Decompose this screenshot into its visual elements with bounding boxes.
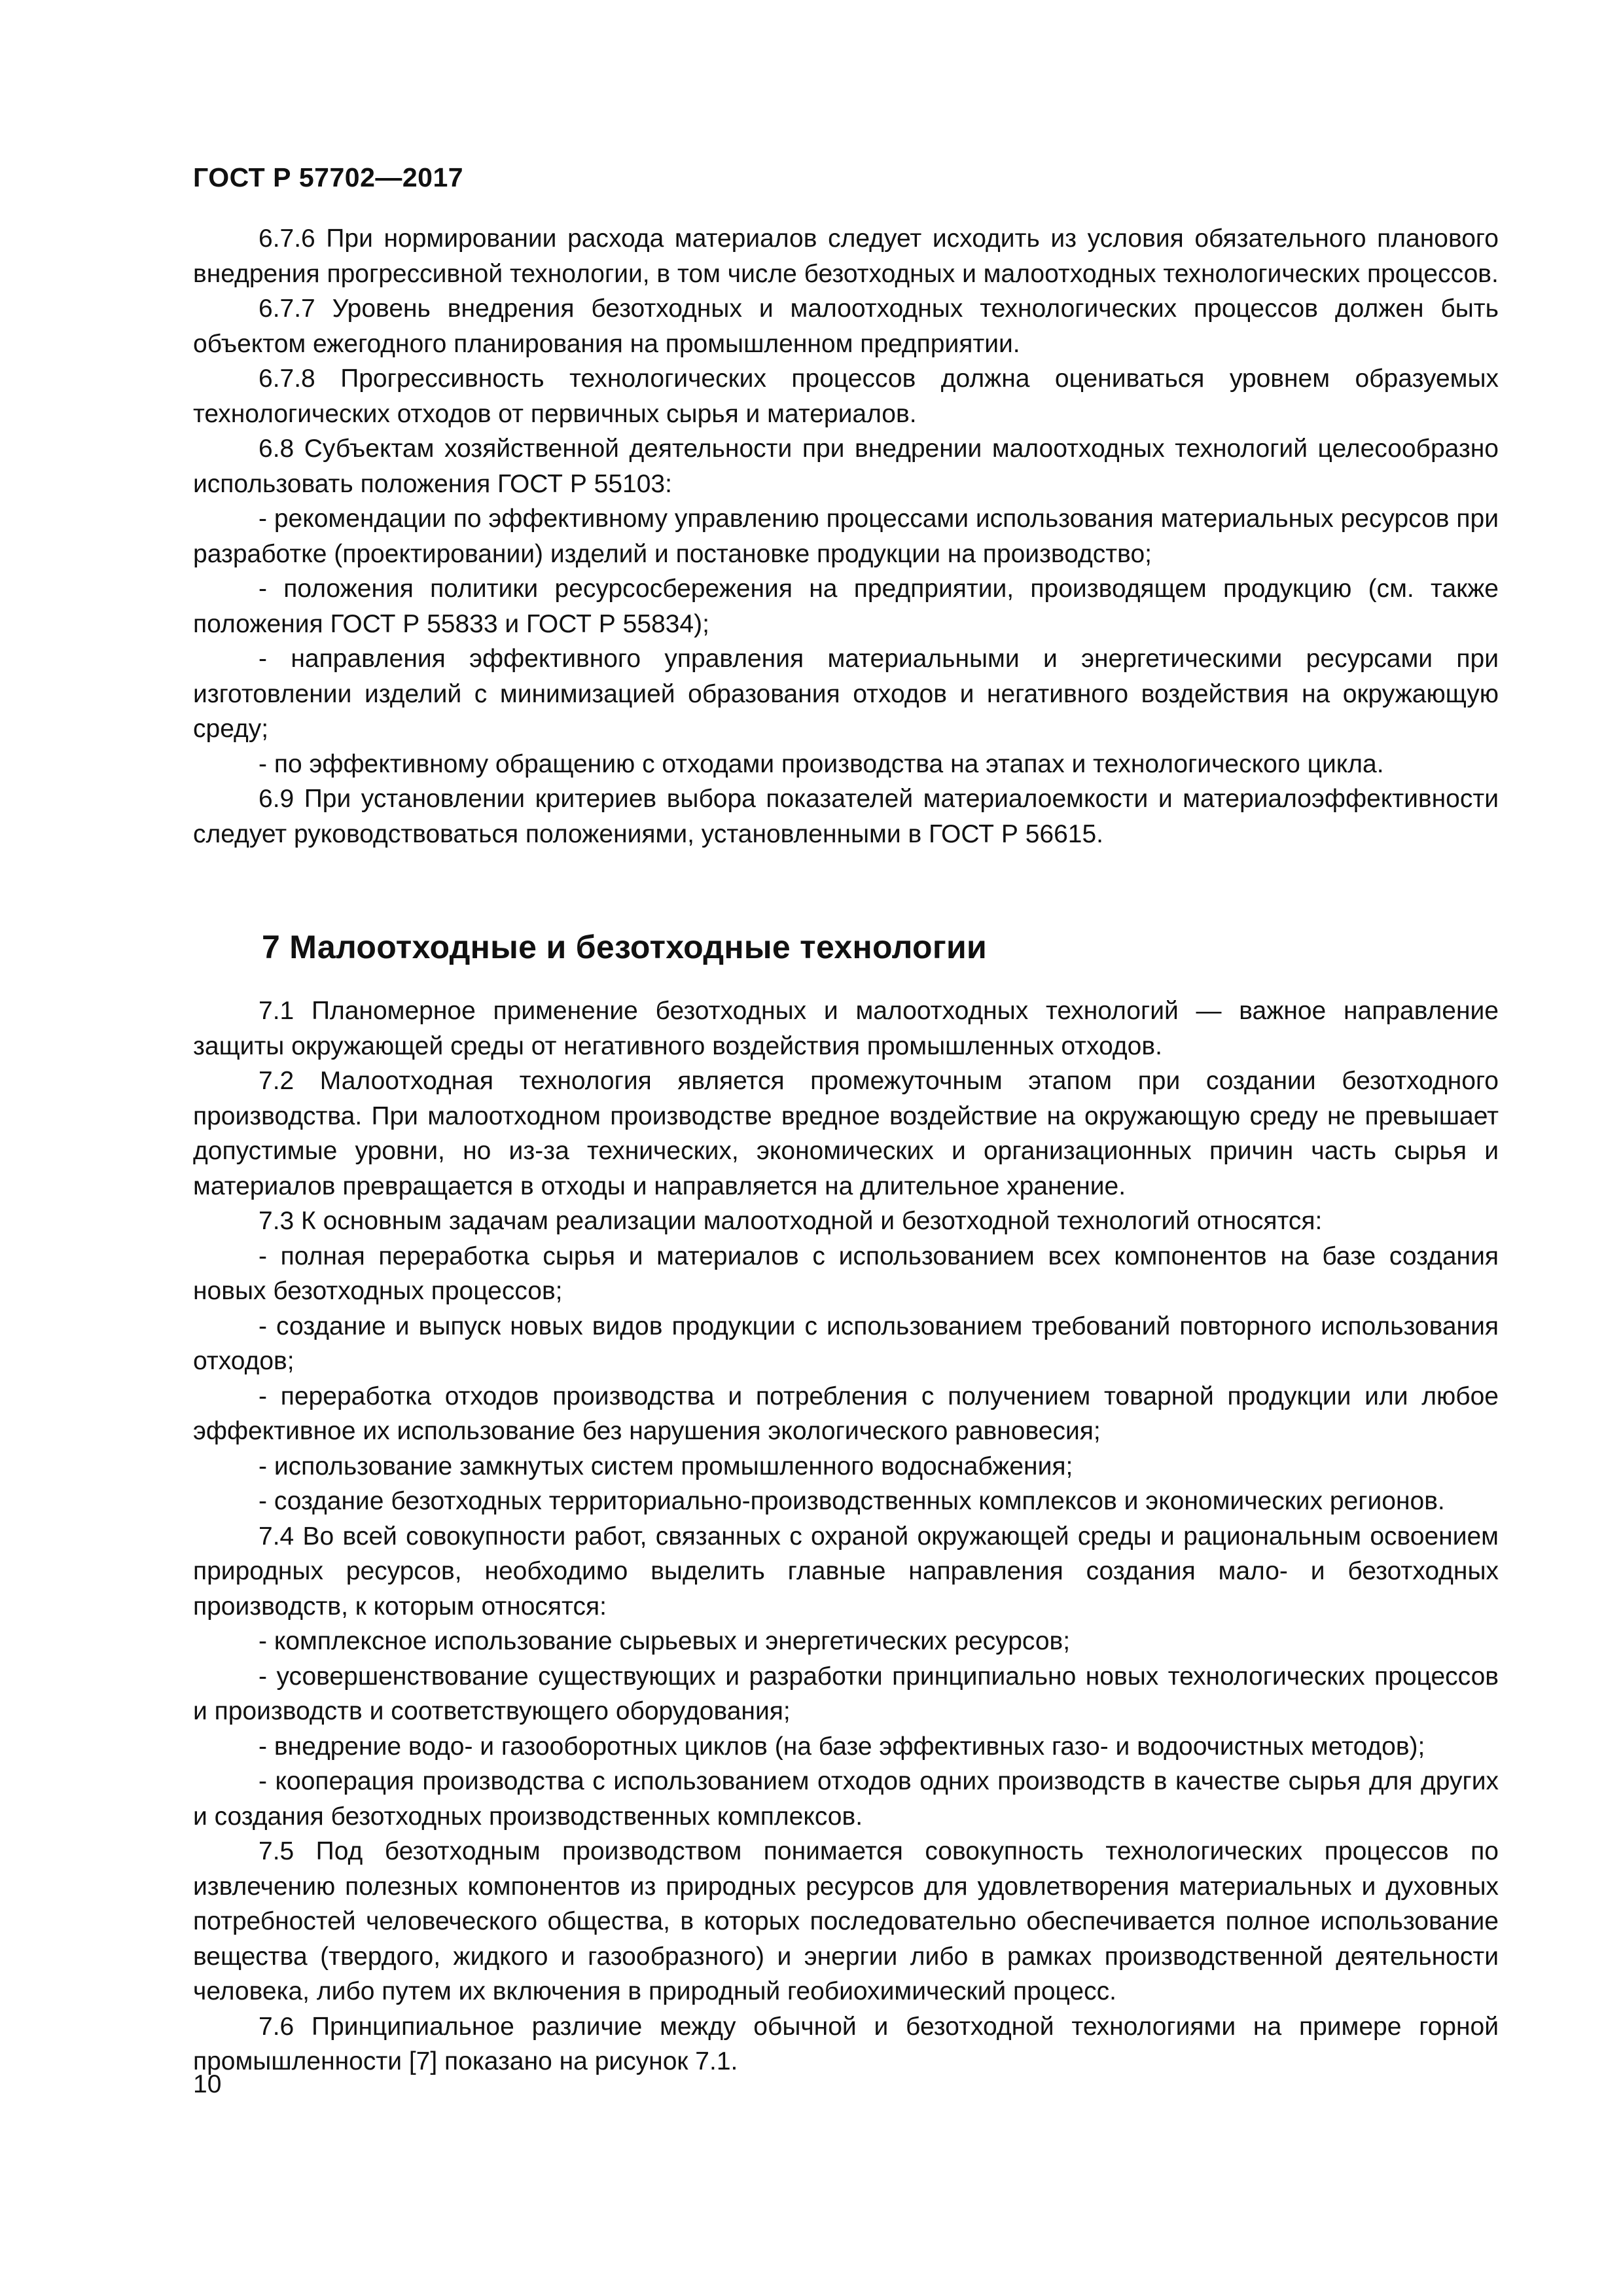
paragraph-7-5: 7.5 Под безотходным производством понимается совокупность технологических процессов по извлечению полезных компонентов из природных ресурсов для удовлетворения материальных и духовных потребностей человеческого общества, в которых последовательно обеспечивается полное использование вещества (твердого, жидкого и газообразного) и энергии либо в рамках производственной деятельности человека, либо путем их включения в природный геобиохимический процесс.	[193, 1837, 1499, 2005]
paragraph-6-8: 6.8 Субъектам хозяйственной деятельности при внедрении малоотходных технологий целесообразно использовать положения ГОСТ Р 55103:	[193, 435, 1499, 498]
page-number: 10	[193, 2070, 222, 2098]
list-item: - положения политики ресурсосбережения на предприятии, производящем продукцию (см. также положения ГОСТ Р 55833 и ГОСТ Р 55834);	[193, 575, 1499, 638]
list-item: - создание безотходных территориально-производственных комплексов и экономических регионов.	[259, 1487, 1445, 1515]
list-item: - создание и выпуск новых видов продукции с использованием требований повторного использования отходов;	[193, 1312, 1499, 1375]
paragraph-7-2: 7.2 Малоотходная технология является промежуточным этапом при создании безотходного производства. При малоотходном производстве вредное воздействие на окружающую среду не превышает допустимые уровни, но из-за технических, экономических и организационных причин часть сырья и материалов превращается в отходы и направляется на длительное хранение.	[193, 1067, 1499, 1200]
section-title: 7 Малоотходные и безотходные технологии	[262, 929, 988, 965]
paragraph-7-3: 7.3 К основным задачам реализации малоотходной и безотходной технологий относятся:	[259, 1207, 1323, 1235]
paragraph-7-1: 7.1 Планомерное применение безотходных и малоотходных технологий — важное направление защиты окружающей среды от негативного воздействия промышленных отходов.	[193, 997, 1499, 1060]
paragraph-7-4: 7.4 Во всей совокупности работ, связанных с охраной окружающей среды и рациональным освоением природных ресурсов, необходимо выделить главные направления создания мало- и безотходных производств, к которым относятся:	[193, 1522, 1499, 1621]
list-item: - рекомендации по эффективному управлению процессами использования материальных ресурсов при разработке (проектировании) изделий и постановке продукции на производство;	[193, 505, 1499, 568]
list-item: - внедрение водо- и газооборотных циклов (на базе эффективных газо- и водоочистных методов);	[259, 1732, 1425, 1761]
list-item: - полная переработка сырья и материалов с использованием всех компонентов на базе создания новых безотходных процессов;	[193, 1242, 1499, 1305]
paragraph-6-7-8: 6.7.8 Прогрессивность технологических процессов должна оцениваться уровнем образуемых технологических отходов от первичных сырья и материалов.	[193, 365, 1499, 428]
paragraph-6-7-7: 6.7.7 Уровень внедрения безотходных и малоотходных технологических процессов должен быть объектом ежегодного планирования на промышленном предприятии.	[193, 295, 1499, 358]
paragraph-6-9: 6.9 При установлении критериев выбора показателей материалоемкости и материалоэффективности следует руководствоваться положениями, установленными в ГОСТ Р 56615.	[193, 785, 1499, 848]
list-item: - усовершенствование существующих и разработки принципиально новых технологических процессов и производств и соответствующего оборудования;	[193, 1662, 1499, 1725]
list-item: - переработка отходов производства и потребления с получением товарной продукции или любое эффективное их использование без нарушения экологического равновесия;	[193, 1382, 1499, 1445]
section-text-block	[193, 994, 1499, 2079]
paragraph-7-6: 7.6 Принципиальное различие между обычной и безотходной технологиями на примере горной промышленности [7] показано на рисунок 7.1.	[193, 2012, 1499, 2075]
top-text-block	[193, 221, 1499, 852]
paragraph-6-7-6: 6.7.6 При нормировании расхода материалов следует исходить из условия обязательного планового внедрения прогрессивной технологии, в том числе безотходных и малоотходных технологических процессов.	[193, 224, 1499, 288]
list-item: - использование замкнутых систем промышленного водоснабжения;	[259, 1452, 1073, 1480]
list-item: - комплексное использование сырьевых и энергетических ресурсов;	[259, 1627, 1071, 1655]
list-item: - кооперация производства с использованием отходов одних производств в качестве сырья для других и создания безотходных производственных комплексов.	[193, 1767, 1499, 1831]
document-header: ГОСТ Р 57702—2017	[193, 162, 464, 192]
list-item: - направления эффективного управления материальными и энергетическими ресурсами при изготовлении изделий с минимизацией образования отходов и негативного воздействия на окружающую среду;	[193, 645, 1499, 743]
list-item: - по эффективному обращению с отходами производства на этапах и технологического цикла.	[259, 749, 1384, 778]
